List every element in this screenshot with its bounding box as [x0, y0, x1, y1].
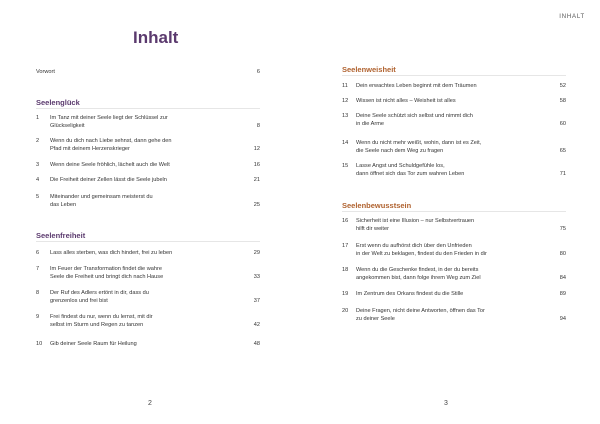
toc-entry-title	[356, 242, 487, 259]
running-head: INHALT	[559, 14, 585, 20]
toc-entry	[342, 162, 566, 179]
toc-entry-number: 12	[342, 98, 349, 104]
toc-entry-number: 15	[342, 163, 349, 169]
toc-entry-number: 18	[342, 267, 349, 273]
toc-entry-page: 60	[559, 121, 566, 128]
toc-entry	[342, 139, 566, 156]
toc-entry	[342, 242, 566, 259]
toc-entry-page: 75	[559, 226, 566, 233]
page-number-left: 2	[148, 400, 152, 407]
toc-entry	[36, 265, 260, 282]
toc-entry-number: 1	[36, 115, 40, 121]
toc-entry-page: 25	[253, 202, 260, 209]
toc-entry-title-line: Dein erwachtes Leben beginnt mit dem Träumen	[356, 83, 477, 89]
vorwort-page: 6	[256, 69, 260, 75]
toc-entry-title-line: Seele die Freiheit und bringt dich nach Hause	[50, 274, 164, 281]
toc-entry-title-line: Gib deiner Seele Raum für Heilung	[50, 341, 137, 347]
toc-entry-title	[356, 162, 464, 179]
toc-entry-title	[356, 97, 456, 105]
toc-entry	[342, 82, 566, 90]
section-title-seelenweisheit: Seelenweisheit	[342, 65, 396, 74]
toc-entry-page: 58	[559, 98, 566, 104]
toc-entry-number: 5	[36, 194, 40, 200]
toc-entry-title-line: in die Arme	[356, 121, 384, 128]
toc-entry-title	[50, 176, 167, 184]
toc-entry-title	[50, 161, 170, 169]
toc-entry-page: 16	[253, 162, 260, 168]
section-title-seelenbewusstsein: Seelenbewusstsein	[342, 201, 412, 210]
toc-entry-title-line: selbst im Sturm und Regen zu tanzen	[50, 322, 144, 329]
toc-entry-page: 42	[253, 322, 260, 329]
toc-entry	[342, 217, 566, 234]
page-title: Inhalt	[133, 28, 179, 47]
toc-entry-title-line: die Seele nach dem Weg zu fragen	[356, 148, 444, 155]
section-title-seelengluck: Seelenglück	[36, 98, 80, 107]
toc-entry	[36, 114, 260, 131]
toc-entry-title-line: Wenn deine Seele fröhlich, lächelt auch die Welt	[50, 162, 170, 168]
toc-entry-number: 9	[36, 314, 40, 320]
toc-entry-title	[50, 137, 172, 154]
toc-entry-title-line: angekommen bist, dann folge ihrem Weg zum Ziel	[356, 275, 481, 282]
toc-entry-page: 48	[253, 341, 260, 347]
toc-entry-page: 71	[559, 171, 566, 178]
toc-entry-number: 13	[342, 113, 349, 119]
toc-entry-title-line: Die Freiheit deiner Zellen lässt die Seele jubeln	[50, 177, 167, 183]
toc-entry	[36, 340, 260, 348]
toc-entry-title	[50, 340, 137, 348]
toc-entry-title	[356, 266, 481, 283]
toc-entry	[342, 97, 566, 105]
toc-entry-title-line: Wissen ist nicht alles – Weisheit ist alles	[356, 98, 456, 104]
toc-entry-page: 29	[253, 250, 260, 256]
toc-entry-title	[50, 193, 153, 210]
toc-entry-number: 20	[342, 308, 349, 314]
toc-entry-title-line: Deine Seele schützt sich selbst und nimmt dich	[356, 113, 473, 119]
section-divider	[342, 211, 566, 212]
toc-entry-title-line: Wenn du die Geschenke findest, in der du bereits	[356, 267, 479, 273]
toc-entry-title	[50, 114, 168, 131]
toc-entry	[36, 176, 260, 184]
section-title-seelenfreiheit: Seelenfreiheit	[36, 231, 86, 240]
toc-entry-number: 16	[342, 218, 349, 224]
toc-entry-title-line: zu deiner Seele	[356, 316, 395, 323]
toc-entry	[36, 161, 260, 169]
toc-entry-page: 12	[253, 146, 260, 153]
toc-entry-page: 33	[253, 274, 260, 281]
section-divider	[36, 241, 260, 242]
toc-entry	[36, 193, 260, 210]
toc-entry-title-line: Im Feuer der Transformation findet die wahre	[50, 266, 162, 272]
toc-entry-number: 6	[36, 250, 40, 256]
toc-entry-title-line: hilft dir weiter	[356, 226, 389, 233]
toc-entry-page: 65	[559, 148, 566, 155]
toc-entry-title-line: dann öffnet sich das Tor zum wahren Leben	[356, 171, 465, 178]
toc-entry-number: 10	[36, 341, 43, 347]
toc-entry-page: 84	[559, 275, 566, 282]
toc-entry-page: 80	[559, 251, 566, 258]
toc-entry-page: 8	[256, 123, 260, 130]
toc-entry-number: 19	[342, 291, 349, 297]
toc-entry-title-line: Glückseligkeit	[50, 123, 85, 130]
toc-entry-title	[356, 112, 473, 129]
toc-entry-title	[50, 313, 153, 330]
toc-entry-number: 2	[36, 138, 40, 144]
toc-entry-number: 8	[36, 290, 40, 296]
toc-entry-number: 4	[36, 177, 40, 183]
toc-entry	[342, 290, 566, 298]
toc-entry-title	[356, 82, 477, 90]
toc-entry-title	[356, 290, 463, 298]
toc-entry-number: 11	[342, 83, 348, 89]
toc-entry-title-line: Erst wenn du aufhörst dich über den Unfrieden	[356, 243, 472, 249]
vorwort-label: Vorwort	[36, 69, 55, 75]
vorwort-entry	[36, 68, 260, 77]
toc-entry-title	[50, 289, 149, 306]
toc-entry-page: 37	[253, 298, 260, 305]
toc-entry-title-line: Sicherheit ist eine Illusion – nur Selbstvertrauen	[356, 218, 475, 224]
toc-entry-page: 52	[559, 83, 566, 89]
toc-entry-title-line: Miteinander und gemeinsam meisterst du	[50, 194, 153, 200]
toc-entry-number: 17	[342, 243, 349, 249]
toc-entry	[36, 137, 260, 154]
toc-entry	[342, 307, 566, 324]
toc-entry-title-line: das Leben	[50, 202, 77, 209]
page-number-right: 3	[444, 400, 448, 407]
toc-entry-title-line: Deine Fragen, nicht deine Antworten, öffnen das Tor	[356, 308, 485, 314]
toc-entry-title-line: Pfad mit deinem Herzenskrieger	[50, 146, 130, 153]
toc-entry-title	[356, 139, 481, 156]
toc-entry-title	[356, 217, 474, 234]
toc-entry-page: 89	[559, 291, 566, 297]
toc-entry-title-line: Wenn du dich nach Liebe sehnst, dann gehe den	[50, 138, 172, 144]
toc-entry-title-line: in der Welt zu beklagen, findest du den Frieden in dir	[356, 251, 487, 258]
toc-entry-number: 3	[36, 162, 40, 168]
toc-entry-number: 7	[36, 266, 40, 272]
toc-entry	[342, 266, 566, 283]
toc-entry-title-line: Im Tanz mit deiner Seele liegt der Schlüssel zur	[50, 115, 168, 121]
toc-entry-title-line: Lass alles sterben, was dich hindert, frei zu leben	[50, 250, 173, 256]
toc-entry-title	[50, 249, 172, 257]
toc-entry-title	[356, 307, 485, 324]
toc-entry	[36, 289, 260, 306]
toc-entry-title	[50, 265, 163, 282]
toc-entry-title-line: Wenn du nicht mehr weißt, wohin, dann ist es Zeit,	[356, 140, 482, 146]
toc-entry	[36, 249, 260, 257]
toc-entry-number: 14	[342, 140, 349, 146]
toc-entry-title-line: Der Ruf des Adlers ertönt in dir, dass du	[50, 290, 149, 296]
toc-entry	[342, 112, 566, 129]
section-divider	[342, 75, 566, 76]
toc-entry-title-line: Lasse Angst und Schuldgefühle los,	[356, 163, 445, 169]
section-divider	[36, 108, 260, 109]
toc-entry-title-line: Im Zentrum des Orkans findest du die Stille	[356, 291, 464, 297]
toc-entry	[36, 313, 260, 330]
toc-entry-title-line: Frei findest du nur, wenn du lernst, mit dir	[50, 314, 153, 320]
toc-entry-page: 94	[559, 316, 566, 323]
toc-entry-title-line: grenzenlos und frei bist	[50, 298, 108, 305]
toc-entry-page: 21	[253, 177, 260, 183]
